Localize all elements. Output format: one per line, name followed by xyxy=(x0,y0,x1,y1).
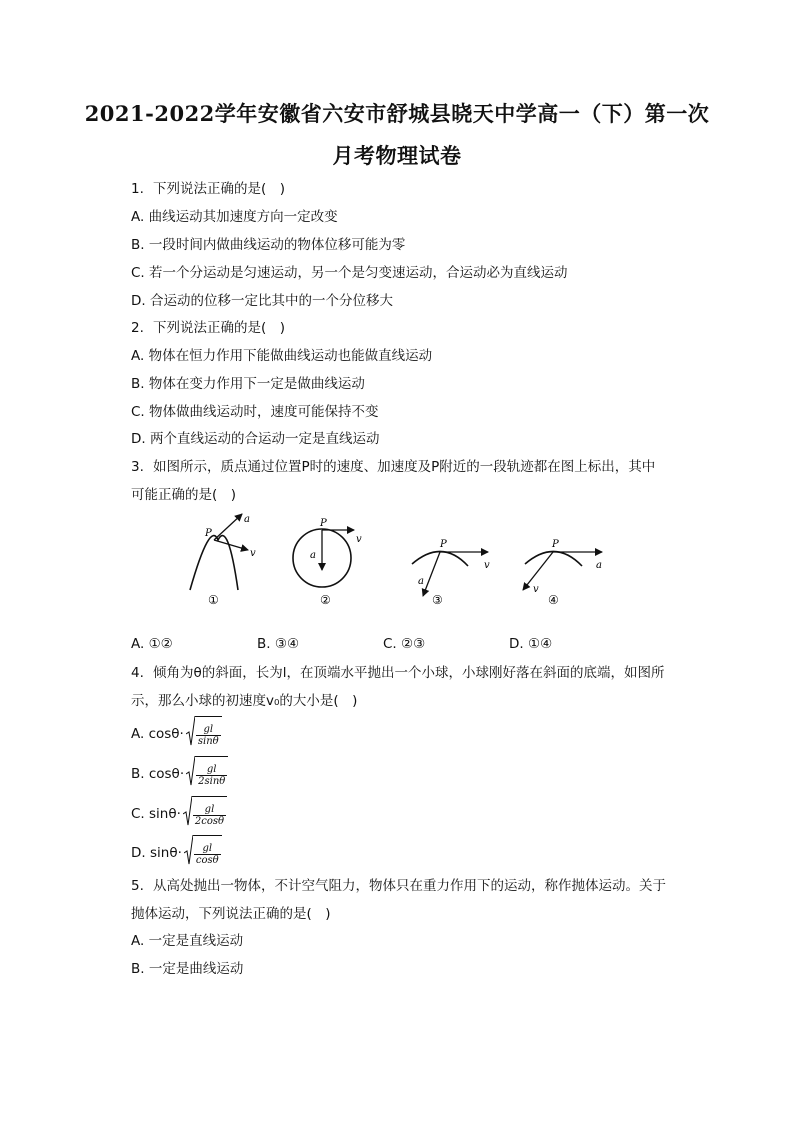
q4-stem-text1: 倾角为θ的斜面，长为l，在顶端水平抛出一个小球，小球刚好落在斜面的底端，如图所 xyxy=(153,665,665,681)
q5-stem-text1: 从高处抛出一物体，不计空气阻力，物体只在重力作用下的运动，称作抛体运动。关于 xyxy=(153,878,666,894)
d1-trajectory xyxy=(190,536,238,590)
q4-b-denominator: 2sinθ xyxy=(198,775,226,787)
d4-number: ④ xyxy=(548,593,559,607)
q4-a-sqrt xyxy=(186,716,222,752)
d1-label-v: v xyxy=(250,548,256,559)
q3-stem-text1: 如图所示，质点通过位置P时的速度、加速度及P附近的一段轨迹都在图上标出，其中 xyxy=(153,459,656,475)
d1-accel-arrow xyxy=(214,514,242,540)
q4-stem-line2: 示，那么小球的初速度v₀的大小是( ) xyxy=(131,693,358,709)
d4-label-v: v xyxy=(533,584,539,595)
q4-stem-line1 xyxy=(131,664,665,682)
sqrt-icon xyxy=(186,756,195,786)
q4-option-d xyxy=(131,835,222,871)
q2-option-b: B. 物体在变力作用下一定是做曲线运动 xyxy=(131,376,365,392)
q1-stem xyxy=(131,180,285,198)
q4-c-numerator: gl xyxy=(193,804,226,816)
q5-option-b: B. 一定是曲线运动 xyxy=(131,961,244,977)
q4-option-b xyxy=(131,756,228,792)
q4-b-numerator: gl xyxy=(196,764,227,776)
q4-b-sqrt xyxy=(186,756,228,792)
q5-stem-line1 xyxy=(131,877,666,895)
q4-c-prefix: C. sinθ· xyxy=(131,806,181,822)
q4-a-denominator: sinθ xyxy=(197,735,219,747)
d4-label-p: P xyxy=(552,539,559,550)
d1-velocity-arrow xyxy=(214,540,248,550)
q3-figure xyxy=(180,508,620,613)
q4-a-prefix: A. cosθ· xyxy=(131,726,184,742)
q4-d-numerator: gl xyxy=(194,843,221,855)
q1-option-a: A. 曲线运动其加速度方向一定改变 xyxy=(131,209,338,225)
q4-c-denominator: 2cosθ xyxy=(194,815,225,827)
d3-label-v: v xyxy=(484,560,490,571)
q4-d-denominator: cosθ xyxy=(195,854,219,866)
q1-option-c: C. 若一个分运动是匀速运动，另一个是匀变速运动，合运动必为直线运动 xyxy=(131,265,568,281)
d2-label-p: P xyxy=(320,518,327,529)
d1-label-a: a xyxy=(244,514,250,525)
q3-option-b: B. ③④ xyxy=(257,636,300,652)
sqrt-icon xyxy=(186,716,195,746)
d4-label-a: a xyxy=(596,560,602,571)
q4-c-sqrt xyxy=(183,796,227,832)
d3-accel-arrow xyxy=(423,552,440,596)
d2-label-v: v xyxy=(356,534,362,545)
q2-number: 2. xyxy=(131,320,144,336)
d3-number: ③ xyxy=(432,593,443,607)
q3-stem-line2: 可能正确的是( ) xyxy=(131,487,237,503)
q5-number: 5. xyxy=(131,878,144,894)
q2-stem xyxy=(131,319,285,337)
d3-label-p: P xyxy=(440,539,447,550)
d3-label-a: a xyxy=(418,576,424,587)
exam-title-line2: 月考物理试卷 xyxy=(332,143,462,168)
d2-label-a: a xyxy=(310,550,316,561)
q3-number: 3. xyxy=(131,459,144,475)
diagram-1 xyxy=(190,514,256,607)
q4-option-a xyxy=(131,716,222,752)
q4-number: 4. xyxy=(131,665,144,681)
q4-d-prefix: D. sinθ· xyxy=(131,845,182,861)
q3-stem-line1 xyxy=(131,458,655,476)
q2-option-c: C. 物体做曲线运动时，速度可能保持不变 xyxy=(131,404,379,420)
q1-number: 1. xyxy=(131,181,144,197)
d2-number: ② xyxy=(320,593,331,607)
d1-label-p: P xyxy=(205,528,212,539)
q4-b-prefix: B. cosθ· xyxy=(131,766,185,782)
diagram-4 xyxy=(523,539,602,607)
q2-option-a: A. 物体在恒力作用下能做曲线运动也能做直线运动 xyxy=(131,348,433,364)
q2-stem-text: 下列说法正确的是( ) xyxy=(153,320,286,336)
diagram-2 xyxy=(293,518,362,607)
q2-option-d: D. 两个直线运动的合运动一定是直线运动 xyxy=(131,431,380,447)
sqrt-icon xyxy=(183,796,192,826)
q1-option-b: B. 一段时间内做曲线运动的物体位移可能为零 xyxy=(131,237,406,253)
q4-a-numerator: gl xyxy=(196,724,221,736)
exam-title-line1: 2021-2022学年安徽省六安市舒城县晓天中学高一（下）第一次 xyxy=(84,101,710,126)
q3-option-a: A. ①② xyxy=(131,636,173,652)
q4-option-c xyxy=(131,796,227,832)
q1-stem-text: 下列说法正确的是( ) xyxy=(153,181,286,197)
d1-number: ① xyxy=(208,593,219,607)
sqrt-icon xyxy=(184,835,193,865)
diagram-3 xyxy=(412,539,490,607)
q5-stem-line2: 抛体运动，下列说法正确的是( ) xyxy=(131,906,331,922)
q3-option-c: C. ②③ xyxy=(383,636,426,652)
q1-option-d: D. 合运动的位移一定比其中的一个分位移大 xyxy=(131,293,393,309)
q4-d-sqrt xyxy=(184,835,222,871)
q3-option-d: D. ①④ xyxy=(509,636,553,652)
q5-option-a: A. 一定是直线运动 xyxy=(131,933,244,949)
d4-trajectory xyxy=(525,551,582,566)
